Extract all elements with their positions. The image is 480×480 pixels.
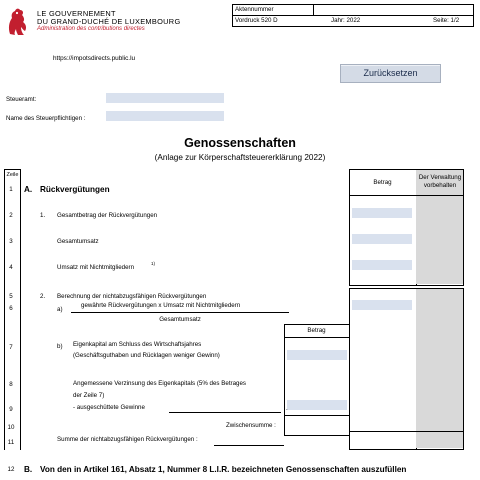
eigenkapital-input[interactable] [287, 350, 347, 360]
row-number: 7 [9, 344, 13, 351]
row-number: 11 [7, 439, 15, 446]
verzinsung-label-2: der Zeile 7) [73, 392, 105, 399]
government-name-line1: LE GOUVERNEMENT [37, 9, 116, 18]
inner-betrag-header: Betrag [307, 327, 326, 334]
betrag-column-lower [349, 288, 417, 450]
row-number: 1 [9, 186, 13, 193]
ausgeschuettete-gewinne-input[interactable] [287, 400, 347, 410]
umsatz-nichtmitglieder-label: Umsatz mit Nichtmitgliedern [57, 264, 135, 271]
row-number: 8 [9, 381, 13, 388]
taxpayer-name-input[interactable] [106, 111, 224, 121]
aktennummer-label: Aktennummer [235, 6, 274, 13]
eigenkapital-label-2: (Geschäftsguthaben und Rücklagen weniger Gewinn) [73, 352, 220, 359]
row-number: 10 [7, 424, 15, 431]
row-number: 6 [9, 305, 13, 312]
steueramt-label: Steueramt: [6, 96, 37, 103]
ausgeschuettete-label: - ausgeschüttete Gewinne [73, 404, 145, 411]
item2a-label: a) [57, 306, 63, 313]
seite-label: Seite: 1/2 [433, 17, 460, 24]
website-url: https://impotsdirects.public.lu [53, 55, 136, 62]
section-a-title: Rückvergütungen [40, 185, 110, 194]
row-number: 5 [9, 293, 13, 300]
government-name-line2: DU GRAND-DUCHÉ DE LUXEMBOURG [37, 17, 181, 26]
administration-name: Administration des contributions directes [37, 26, 145, 32]
steueramt-input[interactable] [106, 93, 224, 103]
lion-emblem-icon [4, 6, 30, 38]
item1-label: Gesamtbetrag der Rückvergütungen [57, 212, 158, 219]
gesamtumsatz-label: Gesamtumsatz [57, 238, 99, 245]
formula-denominator: Gesamtumsatz [159, 316, 201, 323]
formula-numerator: gewährte Rückvergütungen x Umsatz mit Nichtmitgliedern [81, 302, 241, 309]
verwaltung-header-2: vorbehalten [423, 182, 457, 189]
page-title: Genossenschaften [184, 136, 296, 150]
item1-number: 1. [40, 212, 46, 219]
item2b-label: b) [57, 343, 63, 350]
row-number: 4 [9, 264, 13, 271]
section-b-title: Von den in Artikel 161, Absatz 1, Nummer 8 L.I.R. bezeichneten Genossenschaften auszufüllen [40, 465, 407, 474]
dot-marker: . [286, 405, 288, 412]
form-info-box [232, 4, 474, 27]
item2-label: Berechnung der nichtabzugsfähigen Rückvergütungen [57, 293, 207, 300]
jahr-label: Jahr: 2022 [331, 17, 361, 24]
betrag-header: Betrag [373, 179, 392, 186]
nichtabzugsfaehig-a-input[interactable] [352, 300, 412, 310]
umsatz-nichtmitglieder-input[interactable] [352, 260, 412, 270]
gesamtbetrag-input[interactable] [352, 208, 412, 218]
inner-betrag-box [284, 324, 349, 436]
eigenkapital-label-1: Eigenkapital am Schluss des Wirtschaftsjahres [73, 341, 202, 348]
row-number: 2 [9, 212, 13, 219]
page-subtitle: (Anlage zur Körperschaftsteuererklärung 2022) [154, 153, 326, 162]
summe-output [352, 434, 412, 444]
zeile-header: Zeile [6, 172, 19, 178]
row-number: 3 [9, 238, 13, 245]
footnote-marker: 1) [151, 261, 156, 266]
item2-number: 2. [40, 293, 46, 300]
vordruck-label: Vordruck 520 D [235, 17, 278, 24]
reserved-column-lower-border [415, 288, 464, 450]
row-number: 12 [7, 466, 15, 473]
gesamtumsatz-input[interactable] [352, 234, 412, 244]
verwaltung-header-1: Der Verwaltung [418, 174, 462, 181]
summe-label: Summe der nichtabzugsfähigen Rückvergütungen : [57, 436, 198, 443]
taxpayer-name-label: Name des Steuerpflichtigen : [6, 115, 86, 122]
aktennummer-field[interactable] [314, 5, 473, 15]
section-b-letter: B. [24, 465, 33, 474]
reset-button[interactable]: Zurücksetzen [340, 64, 441, 83]
section-a-letter: A. [24, 185, 33, 194]
row-number: 9 [9, 406, 13, 413]
verzinsung-label-1: Angemessene Verzinsung des Eigenkapitals (5% des Betrages [73, 380, 247, 387]
zwischensumme-label: Zwischensumme : [226, 422, 276, 429]
